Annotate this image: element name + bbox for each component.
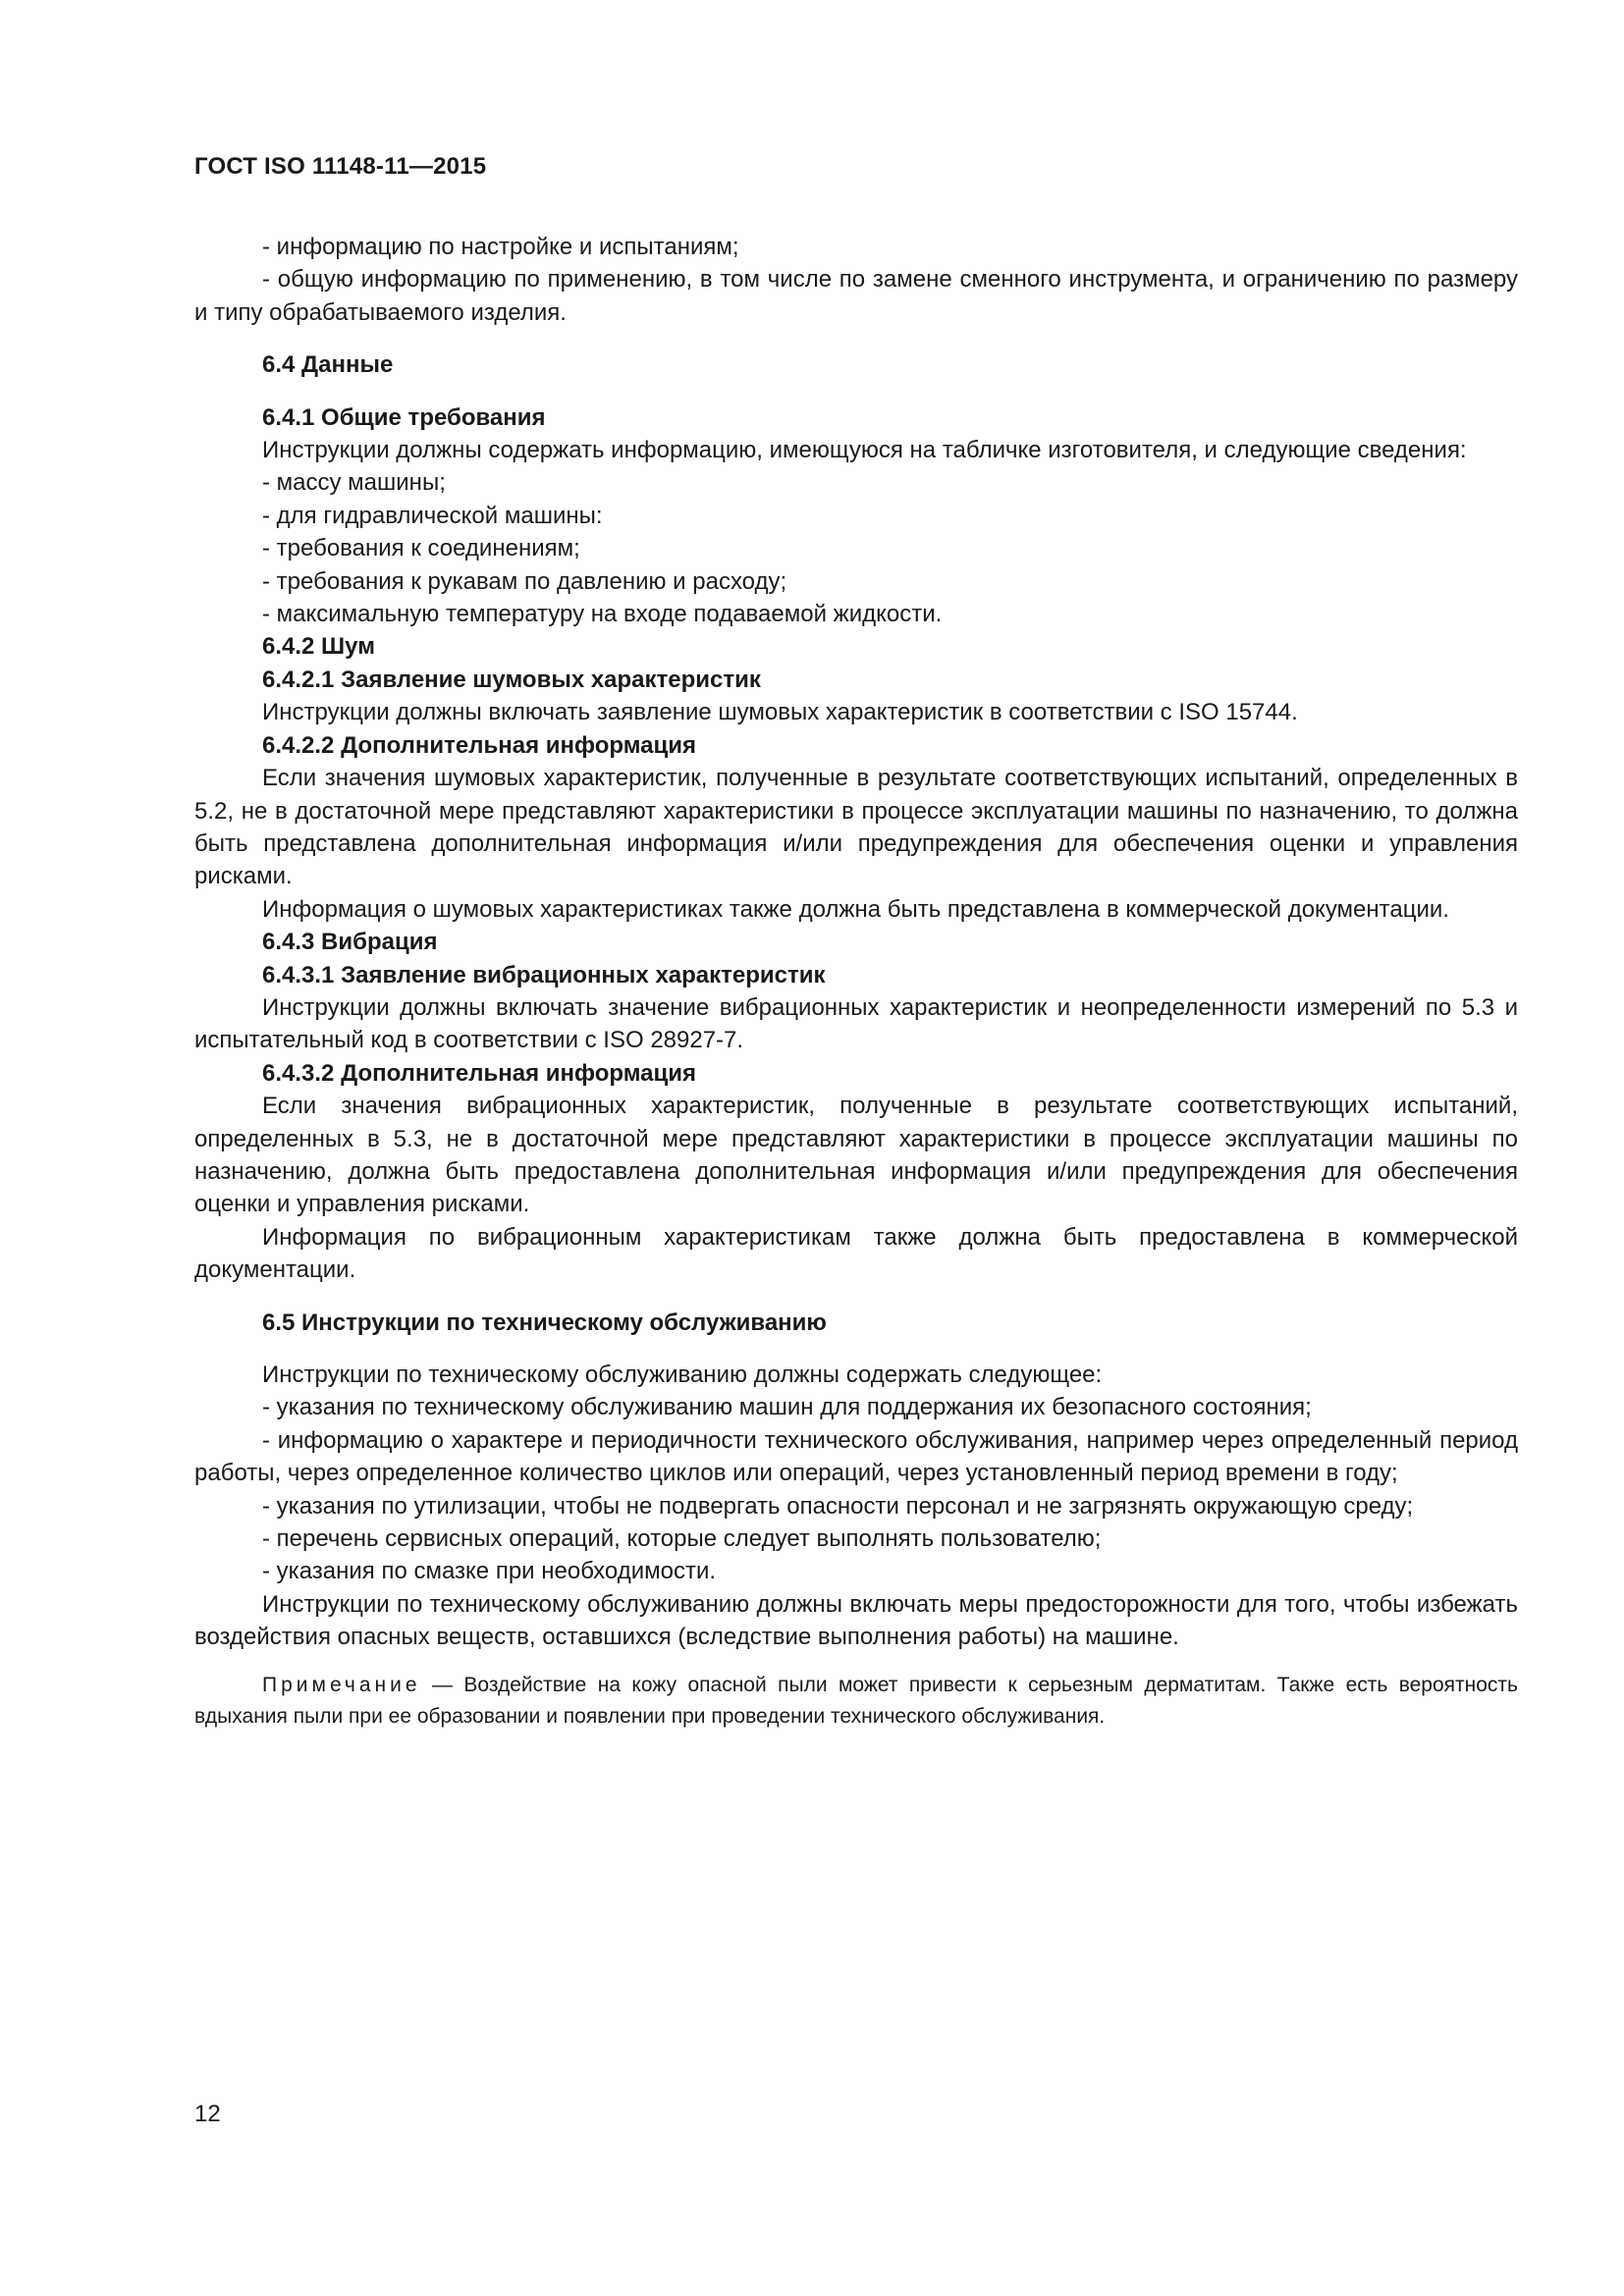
list-item: - перечень сервисных операций, которые следует выполнять пользователю; (262, 1525, 1102, 1553)
list-item: - информацию по настройке и испытаниям; (262, 234, 739, 260)
section-heading-6-4-1: 6.4.1 Общие требования (262, 403, 546, 431)
section-heading-6-5: 6.5 Инструкции по техническому обслуживанию (262, 1308, 827, 1336)
paragraph: Инструкции должны включать заявление шумовых характеристик в соответствии с ISO 15744. (262, 699, 1298, 726)
list-item: - требования к соединениям; (262, 535, 580, 562)
list-item: - информацию о характере и периодичности технического обслуживания, например через определенный период работы, через определенное количество циклов или операций, через установленный период времени в году; (194, 1426, 1518, 1487)
section-heading-6-4-3-1: 6.4.3.1 Заявление вибрационных характеристик (262, 961, 826, 988)
list-item: - массу машины; (262, 469, 446, 497)
paragraph: Инструкции должны содержать информацию, имеющуюся на табличке изготовителя, и следующие сведения: (262, 437, 1467, 464)
paragraph: Инструкции по техническому обслуживанию должны содержать следующее: (262, 1362, 1103, 1388)
section-heading-6-4-2: 6.4.2 Шум (262, 633, 375, 661)
document-body (194, 231, 1518, 1733)
paragraph: Если значения вибрационных характеристик, полученные в результате соответствующих испытаний, определенных в 5.3, не в достаточной мере представляют характеристики в процессе эксплуатации машины по назначению, должна быть предоставлена дополнительная информация и/или предупреждения для обеспечения оценки и управления рисками. (194, 1093, 1518, 1218)
list-item: - указания по утилизации, чтобы не подвергать опасности персонал и не загрязнять окружающую среду; (262, 1492, 1414, 1520)
note (194, 1670, 1518, 1733)
note-label: Примечание (262, 1673, 421, 1696)
list-item: - указания по техническому обслуживанию машин для поддержания их безопасного состояния; (262, 1394, 1312, 1421)
section-heading-6-4: 6.4 Данные (262, 351, 394, 379)
paragraph: Информация о шумовых характеристиках также должна быть представлена в коммерческой документации. (262, 895, 1449, 923)
section-heading-6-4-2-1: 6.4.2.1 Заявление шумовых характеристик (262, 666, 761, 693)
page-number: 12 (194, 2101, 221, 2127)
paragraph: Инструкции по техническому обслуживанию должны включать меры предосторожности для того, чтобы избежать воздействия опасных веществ, оставшихся (вследствие выполнения работы) на машине. (194, 1590, 1518, 1651)
note-text: — Воздействие на кожу опасной пыли может привести к серьезным дерматитам. Также есть вероятность вдыхания пыли при ее образовании и появлении при проведении технического обслуживания. (194, 1673, 1518, 1728)
section-heading-6-4-3-2: 6.4.3.2 Дополнительная информация (262, 1059, 697, 1087)
section-heading-6-4-3: 6.4.3 Вибрация (262, 929, 438, 956)
list-item: - требования к рукавам по давлению и расходу; (262, 567, 787, 595)
paragraph: Информация по вибрационным характеристикам также должна быть предоставлена в коммерческой документации. (194, 1223, 1518, 1284)
paragraph: Инструкции должны включать значение вибрационных характеристик и неопределенности измерений по 5.3 и испытательный код в соответствии с ISO 28927-7. (194, 993, 1518, 1054)
section-heading-6-4-2-2: 6.4.2.2 Дополнительная информация (262, 731, 697, 759)
list-item: - общую информацию по применению, в том числе по замене сменного инструмента, и ограничению по размеру и типу обрабатываемого изделия. (194, 266, 1518, 326)
list-item: - указания по смазке при необходимости. (262, 1558, 717, 1585)
paragraph: Если значения шумовых характеристик, полученные в результате соответствующих испытаний, определенных в 5.2, не в достаточной мере представляют характеристики в процессе эксплуатации машины по назначению, то должна быть представлена дополнительная информация и/или предупреждения для обеспечения оценки и управления рисками. (194, 765, 1518, 890)
list-item: - для гидравлической машины: (262, 502, 603, 529)
list-item: - максимальную температуру на входе подаваемой жидкости. (262, 601, 943, 628)
document-header: ГОСТ ISO 11148-11—2015 (194, 153, 487, 180)
